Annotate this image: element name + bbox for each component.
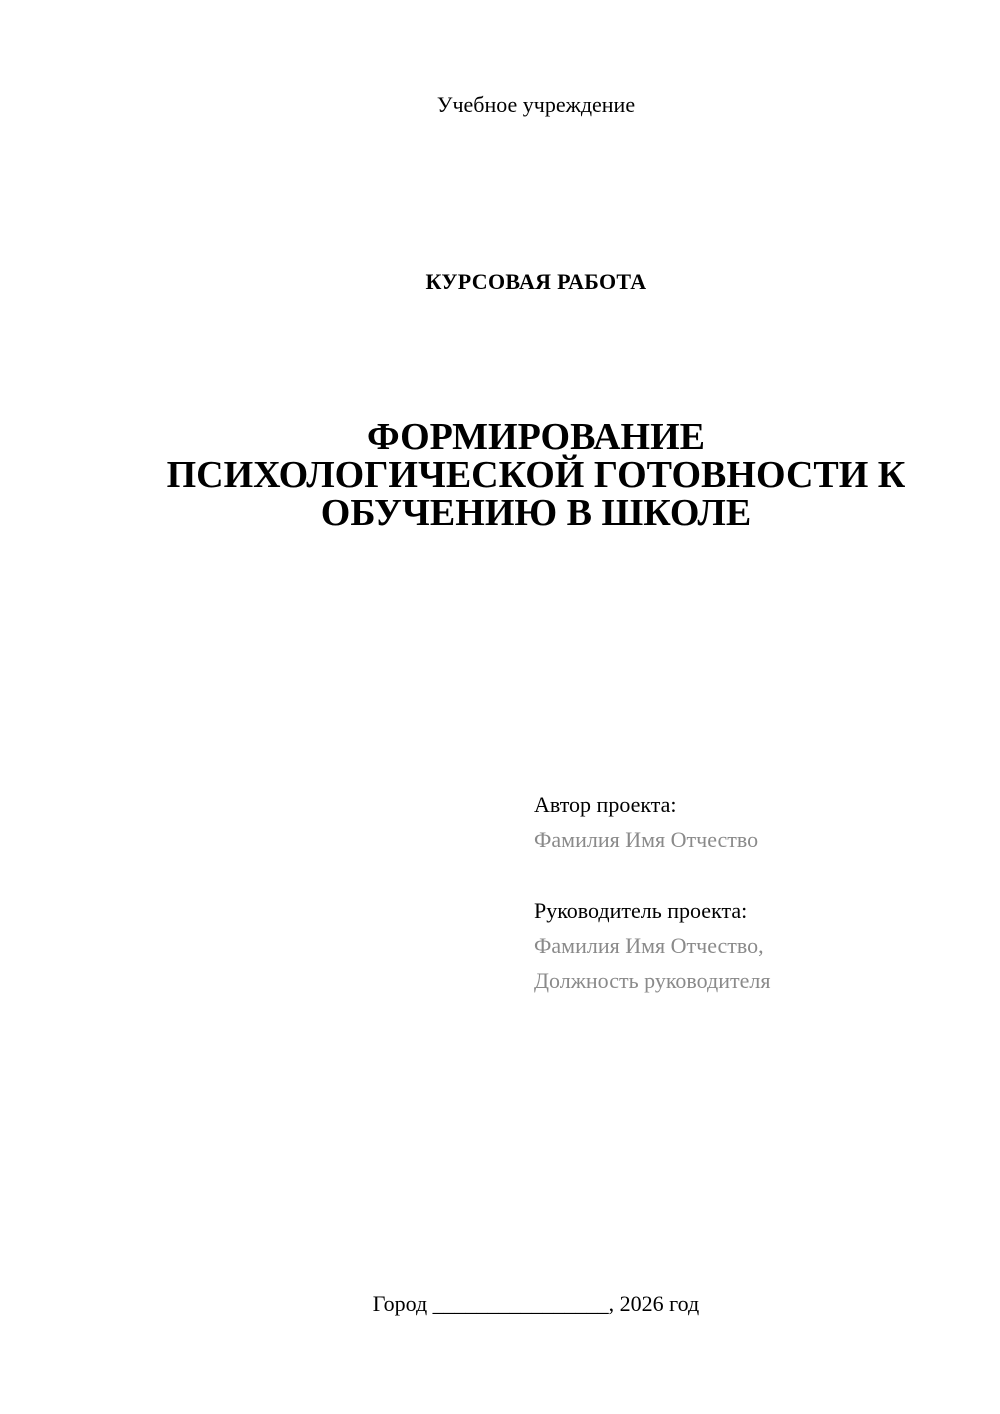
document-title xyxy=(100,418,972,532)
author-name: Фамилия Имя Отчество xyxy=(534,827,759,852)
title-line-1: ФОРМИРОВАНИЕ xyxy=(367,416,705,458)
supervisor-label: Руководитель проекта: xyxy=(534,898,748,923)
supervisor-position: Должность руководителя xyxy=(534,968,771,993)
credits-block xyxy=(534,787,974,998)
title-line-2: ПСИХОЛОГИЧЕСКОЙ ГОТОВНОСТИ К xyxy=(166,454,906,496)
title-line-3: ОБУЧЕНИЮ В ШКОЛЕ xyxy=(320,492,752,534)
credits-spacer xyxy=(534,857,974,893)
institution-name: Учебное учреждение xyxy=(436,92,636,117)
author-label: Автор проекта: xyxy=(534,792,677,817)
city-year-line: Город ________________, 2026 год xyxy=(372,1291,700,1316)
document-type: КУРСОВАЯ РАБОТА xyxy=(425,269,647,294)
supervisor-name: Фамилия Имя Отчество, xyxy=(534,933,764,958)
